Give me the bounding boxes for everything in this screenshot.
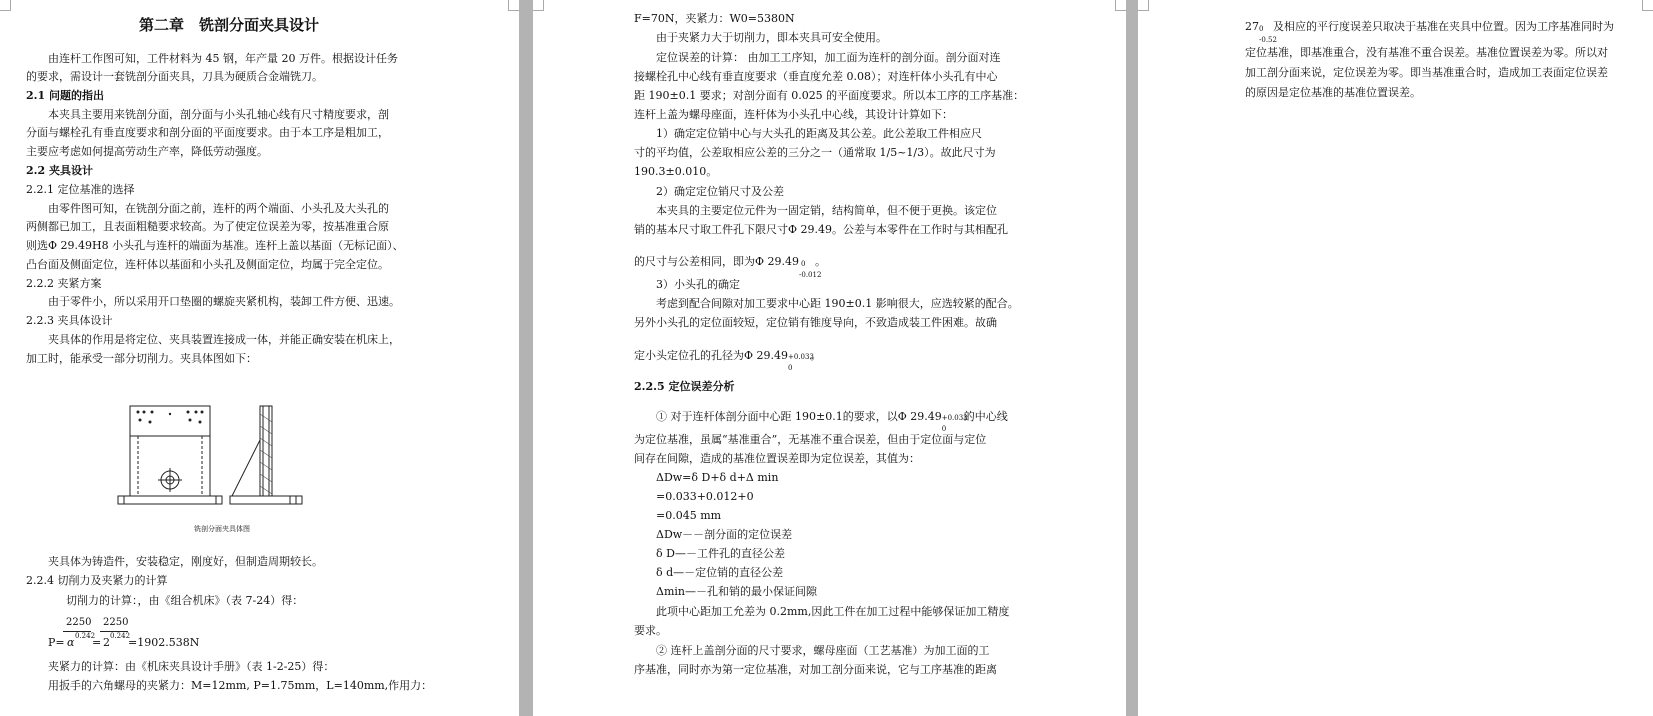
paragraph-line: F=70N，夹紧力：W0=5380N <box>634 12 795 25</box>
paragraph-line: 则选Φ 29.49H8 小头孔与连杆的端面为基准。连杆上盖以基面（无标记面）、 <box>26 239 404 252</box>
definition-line: Δmin—－孔和销的最小保证间隙 <box>656 585 817 598</box>
paragraph-line <box>634 255 827 279</box>
paragraph-line: 寸的平均值，公差取相应公差的三分之一（通常取 1/5~1/3）。故此尺寸为 <box>634 146 996 159</box>
section-heading: 2.2 夹具设计 <box>26 164 93 177</box>
paragraph-line: 本夹具主要用来铣剖分面，剖分面与小头孔轴心线有尺寸精度要求，剖 <box>48 108 389 121</box>
paragraph-line: 距 190±0.1 要求；对剖分面有 0.025 的平面度要求。所以本工序的工序基准： <box>634 89 1025 102</box>
tolerance-lower: -0.52 <box>1259 36 1277 44</box>
paragraph-line: 定位误差的计算： 由加工工序知，加工面为连杆的剖分面。剖分面对连 <box>656 51 1001 64</box>
paragraph-line: 要求。 <box>634 624 667 637</box>
paragraph-line: 销的基本尺寸取工件孔下限尺寸Φ 29.49。公差与本零件在工作时与其相配孔 <box>634 223 1009 236</box>
paragraph-line: 凸台面及侧面定位，连杆体以基面和小头孔及侧面定位，均属于完全定位。 <box>26 258 389 271</box>
paragraph-line: 连杆上盖为螺母座面，连杆体为小头孔中心线，其设计计算如下： <box>634 108 953 121</box>
tolerance-upper: 0 <box>1259 25 1264 33</box>
document-page-1 <box>0 0 519 716</box>
formula-line: ΔDw=δ D+δ d+Δ min <box>656 471 779 484</box>
paragraph-line: 定位基准，即基准重合，没有基准不重合误差。基准位置误差为零。所以对 <box>1245 46 1608 59</box>
fixture-drawing <box>100 400 330 520</box>
formula-exponent: 0.242 <box>110 632 131 640</box>
formula-alpha: α <box>67 636 75 649</box>
paragraph-line: 夹具体为铸造件，安装稳定，刚度好，但制造周期较长。 <box>48 555 323 568</box>
formula-numerator: 2250 <box>66 617 92 628</box>
subsection-heading: 2.2.1 定位基准的选择 <box>26 183 135 196</box>
formula-exponent: 0.242 <box>75 632 96 640</box>
formula-line: =0.033+0.012+0 <box>656 490 754 503</box>
document-page-2 <box>533 0 1126 716</box>
formula-line: =0.045 mm <box>656 509 722 522</box>
formula-numerator: 2250 <box>103 617 129 628</box>
paragraph-line: 由于夹紧力大于切削力，即本夹具可安全使用。 <box>656 31 887 44</box>
paragraph-line: 分面与螺栓孔有垂直度要求和剖分面的平面度要求。由于本工序是粗加工， <box>26 126 389 139</box>
paragraph-line: 为定位基准，虽属“基准重合”，无基准不重合误差，但由于定位面与定位 <box>634 433 987 446</box>
formula-equals: = <box>92 636 102 649</box>
page-corner-mark <box>1115 0 1126 11</box>
chapter-title: 第二章 铣剖分面夹具设计 <box>139 16 320 34</box>
tolerance-lower: 0 <box>941 425 947 433</box>
paragraph-line <box>634 349 822 372</box>
paragraph-line: 两侧都已加工，且表面粗糙要求较高。为了使定位误差为零，按基准重合原 <box>26 220 389 233</box>
definition-line: δ D—－工件孔的直径公差 <box>656 547 785 560</box>
text-run: 定小头定位孔的孔径为Φ 29.49 <box>634 349 789 362</box>
paragraph-line: 的要求，需设计一套铣剖分面夹具，刀具为硬质合金端铣刀。 <box>26 70 323 83</box>
paragraph-line: 2）确定定位销尺寸及公差 <box>656 185 784 198</box>
paragraph-line <box>1245 20 1614 44</box>
paragraph-line: 由连杆工作图可知，工件材料为 45 钢，年产量 20 万件。根据设计任务 <box>48 52 398 65</box>
paragraph-line: ② 连杆上盖剖分面的尺寸要求，螺母座面（工艺基准）为加工面的工 <box>656 644 990 657</box>
paragraph-line: 加工时，能承受一部分切削力。夹具体图如下： <box>26 352 257 365</box>
paragraph-line: 的原因是定位基准的基准位置误差。 <box>1245 86 1421 99</box>
text-run: 。 <box>815 255 827 268</box>
paragraph-line: 本夹具的主要定位元件为一固定销，结构简单，但不便于更换。该定位 <box>656 204 997 217</box>
page-corner-mark <box>508 0 519 11</box>
section-heading: 2.1 问题的指出 <box>26 89 104 102</box>
subsection-heading: 2.2.5 定位误差分析 <box>634 380 735 393</box>
paragraph-line <box>656 410 1008 433</box>
page-corner-mark <box>1138 0 1149 11</box>
document-page-3 <box>1138 0 1653 716</box>
text-run: 的尺寸与公差相同，即为Φ 29.49 <box>634 255 800 268</box>
definition-line: ΔDw－－剖分面的定位误差 <box>656 528 793 541</box>
formula-label: P= <box>48 636 65 649</box>
paragraph-line: 接螺栓孔中心线有垂直度要求（垂直度允差 0.08）；对连杆体小头孔有中心 <box>634 70 998 83</box>
subsection-heading: 2.2.4 切削力及夹紧力的计算 <box>26 574 168 587</box>
text-run: 27 <box>1245 20 1259 33</box>
paragraph-line: 夹紧力的计算：由《机床夹具设计手册》（表 1-2-25）得： <box>48 660 335 673</box>
paragraph-line: 3）小头孔的确定 <box>656 278 740 291</box>
paragraph-line: 此项中心距加工允差为 0.2mm,因此工件在加工过程中能够保证加工精度 <box>656 605 1010 618</box>
page-corner-mark <box>533 0 544 11</box>
tolerance-lower: -0.012 <box>799 271 822 279</box>
paragraph-line: 1）确定定位销中心与大头孔的距离及其公差。此公差取工件相应尺 <box>656 127 982 140</box>
paragraph-line: 用扳手的六角螺母的夹紧力：M=12mm, P=1.75mm，L=140mm,作用力： <box>48 679 433 692</box>
text-run: ① 对于连杆体剖分面中心距 190±0.1的要求，以Φ 29.49 <box>656 410 942 423</box>
tolerance-upper: +0.033 <box>941 414 968 422</box>
subsection-heading: 2.2.3 夹具体设计 <box>26 314 113 327</box>
formula-result: =1902.538N <box>128 636 200 649</box>
paragraph-line: 序基准，同时亦为第一定位基准，对加工剖分面来说，它与工序基准的距离 <box>634 663 997 676</box>
text-run: 及相应的平行度误差只取决于基准在夹具中位置。因为工序基准同时为 <box>1273 20 1614 33</box>
tolerance-upper: +0.033 <box>788 353 814 361</box>
paragraph-line: 190.3±0.010。 <box>634 165 718 178</box>
tolerance-lower: 0 <box>788 364 793 372</box>
paragraph-line: 加工剖分面来说，定位误差为零。即当基准重合时，造成加工表面定位误差 <box>1245 66 1608 79</box>
formula-base: 2 <box>103 636 110 649</box>
subsection-heading: 2.2.2 夹紧方案 <box>26 277 102 290</box>
paragraph-line: 另外小头孔的定位面较短，定位销有锥度导向，不致造成装工件困难。故确 <box>634 316 997 329</box>
page-corner-mark <box>1642 0 1653 11</box>
paragraph-line: 由零件图可知，在铣剖分面之前，连杆的两个端面、小头孔及大头孔的 <box>48 202 389 215</box>
tolerance-upper: 0 <box>801 260 806 268</box>
paragraph-line: 夹具体的作用是将定位、夹具装置连接成一体，并能正确安装在机床上， <box>48 333 400 346</box>
figure-caption: 铣剖分面夹具体图 <box>194 525 250 533</box>
paragraph-line: 考虑到配合间隙对加工要求中心距 190±0.1 影响很大，应选较紧的配合。 <box>656 297 1019 310</box>
paragraph-line: 间存在间隙，造成的基准位置误差即为定位误差，其值为： <box>634 452 920 465</box>
paragraph-line: 由于零件小，所以采用开口垫圈的螺旋夹紧机构，装卸工件方便、迅速。 <box>48 295 400 308</box>
paragraph-line: 切削力的计算：，由《组合机床》（表 7-24）得： <box>66 594 304 607</box>
definition-line: δ d—－定位销的直径公差 <box>656 566 784 579</box>
text-run: 的中心线 <box>963 410 1008 423</box>
page-corner-mark <box>0 0 11 11</box>
paragraph-line: 主要应考虑如何提高劳动生产率，降低劳动强度。 <box>26 145 268 158</box>
text-run: 。 <box>810 349 822 362</box>
